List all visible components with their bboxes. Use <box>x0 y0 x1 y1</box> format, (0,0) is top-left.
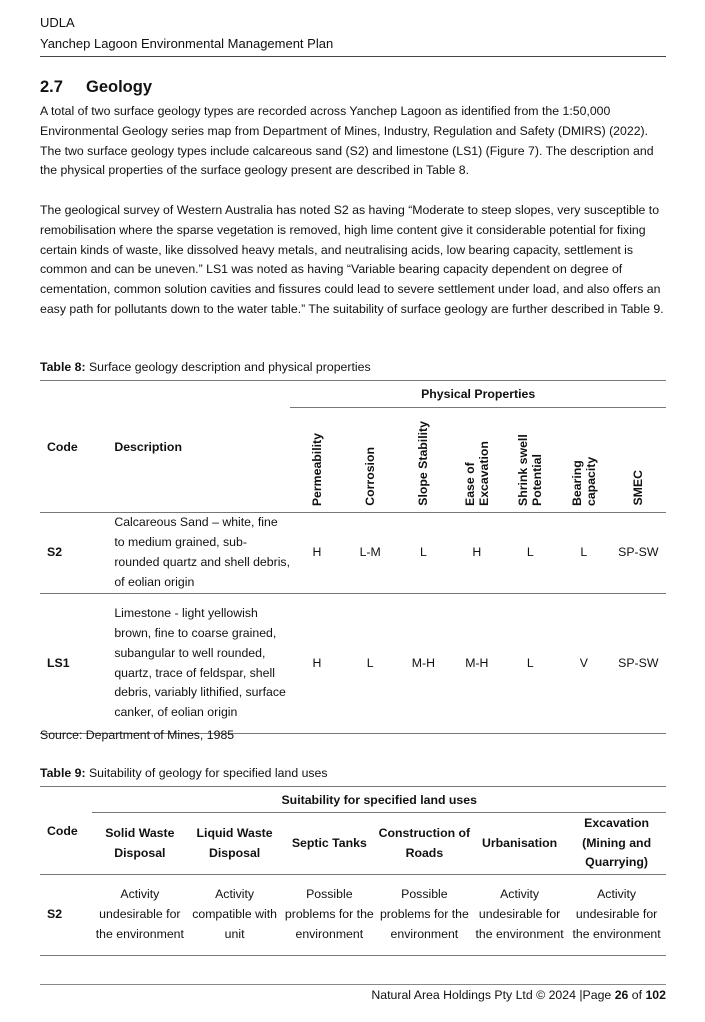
table8-cell-bearing-capacity: V <box>557 594 611 734</box>
table8-header-permeability: Permeability <box>309 432 324 506</box>
table8-cell-shrink-swell: L <box>504 594 558 734</box>
table-row <box>40 513 666 594</box>
footer-page-current: 26 <box>614 988 629 1002</box>
table9-cell-liquid-waste: Activity compatible with unit <box>187 875 282 956</box>
table8-header-cell <box>290 408 343 513</box>
header-org: UDLA <box>40 15 75 30</box>
table8-cell-ease-of-excavation: M-H <box>450 594 504 734</box>
table8-row-code: LS1 <box>40 594 114 734</box>
table9-header-solid-waste: Solid Waste Disposal <box>92 813 187 875</box>
section-number: 2.7 <box>40 78 63 96</box>
table8-caption-label: Table 8: <box>40 360 86 374</box>
table8-header-cell <box>344 408 397 513</box>
table8-caption <box>40 360 371 374</box>
table9-header-urbanisation: Urbanisation <box>472 813 567 875</box>
section-title: Geology <box>86 78 153 96</box>
table8-header-description: Description <box>114 381 290 513</box>
table9-header-excavation: Excavation (Mining and Quarrying) <box>567 813 666 875</box>
table-row <box>40 594 666 734</box>
footer-company: Natural Area Holdings Pty Ltd © 2024 |Page <box>371 988 615 1002</box>
table9-header-suitability: Suitability for specified land uses <box>92 787 666 813</box>
table8-cell-ease-of-excavation: H <box>450 513 504 594</box>
table8-cell-bearing-capacity: L <box>557 513 611 594</box>
table8-cell-permeability: H <box>290 513 343 594</box>
table8-row-description: Calcareous Sand – white, fine to medium grained, sub-rounded quartz and shell debris, of eolian origin <box>114 513 290 594</box>
table8-cell-permeability: H <box>290 594 343 734</box>
table8-header-cell <box>611 408 666 513</box>
header-doc-title: Yanchep Lagoon Environmental Management Plan <box>40 36 334 51</box>
paragraph-intro: A total of two surface geology types are recorded across Yanchep Lagoon as identified from the 1:50,000 Environmental Geology series map from Department of Mines, Industry, Regulation and Safety (DMIRS) (2022). The two surface geology types include calcareous sand (S2) and limestone (LS1) (Figure 7). The description and the physical properties of the surface geology present are described in Table 8. <box>40 104 654 178</box>
table8-header-cell <box>504 408 558 513</box>
table9-row-code: S2 <box>40 875 92 956</box>
table-surface-geology <box>40 380 666 734</box>
table8-header-bearing-capacity: Bearing capacity <box>569 456 598 506</box>
table8-cell-smec: SP-SW <box>611 594 666 734</box>
table8-cell-corrosion: L-M <box>344 513 397 594</box>
table8-cell-corrosion: L <box>344 594 397 734</box>
footer <box>371 988 666 1002</box>
table9-caption-text: Suitability of geology for specified land uses <box>85 766 328 780</box>
table9-cell-excavation: Activity undesirable for the environment <box>567 875 666 956</box>
table8-header-shrink-swell-potential: Shrink swell Potential <box>516 434 545 506</box>
table8-header-cell <box>557 408 611 513</box>
table8-cell-smec: SP-SW <box>611 513 666 594</box>
table8-caption-text: Surface geology description and physical properties <box>85 360 371 374</box>
table9-caption-label: Table 9: <box>40 766 86 780</box>
table9-cell-construction-roads: Possible problems for the environment <box>377 875 472 956</box>
table-row <box>40 875 666 956</box>
table9-header-liquid-waste: Liquid Waste Disposal <box>187 813 282 875</box>
table8-source: Source: Department of Mines, 1985 <box>40 728 235 742</box>
table8-header-slope-stability: Slope Stability <box>416 421 431 506</box>
footer-divider <box>40 984 666 985</box>
table9-header-code: Code <box>40 787 92 875</box>
footer-of: of <box>628 988 646 1002</box>
table8-header-code: Code <box>40 381 114 513</box>
table8-header-physical-properties: Physical Properties <box>290 381 666 408</box>
table8-header-smec: SMEC <box>631 470 646 506</box>
table8-header-ease-of-excavation: Ease of Excavation <box>462 441 491 506</box>
table8-header-cell <box>450 408 504 513</box>
table8-cell-slope-stability: M-H <box>397 594 450 734</box>
table8-cell-slope-stability: L <box>397 513 450 594</box>
table8-cell-shrink-swell: L <box>504 513 558 594</box>
table8-row-code: S2 <box>40 513 114 594</box>
header-divider <box>40 56 666 57</box>
table9-cell-septic-tanks: Possible problems for the environment <box>282 875 377 956</box>
table8-header-corrosion: Corrosion <box>363 447 378 506</box>
table9-cell-solid-waste: Activity undesirable for the environment <box>92 875 187 956</box>
table-land-use-suitability <box>40 786 666 956</box>
table8-row-description: Limestone - light yellowish brown, fine to coarse grained, subangular to well rounded, quartz, trace of feldspar, shell debris, variably lithified, surface canker, of eolian origin <box>114 594 290 734</box>
section-heading <box>40 78 152 97</box>
table8-header-cell <box>397 408 450 513</box>
table9-caption <box>40 766 328 780</box>
footer-page-total: 102 <box>645 988 666 1002</box>
table9-header-construction-roads: Construction of Roads <box>377 813 472 875</box>
table9-cell-urbanisation: Activity undesirable for the environment <box>472 875 567 956</box>
paragraph-survey: The geological survey of Western Australia has noted S2 as having “Moderate to steep slopes, very susceptible to remobilisation where the sparse vegetation is removed, high lime content give it considerable potential for fixing certain kinds of waste, like dissolved heavy metals, and neutralising acids, low bearing capacity, settlement is common and can be uneven.” LS1 was noted as having “Variable bearing capacity dependent on degree of cementation, common solution cavities and fissures could lead to severe settlement under load, and also offers an easy path for pollutants down to the water table.” The suitability of surface geology are further described in Table 9. <box>40 203 664 316</box>
table9-header-septic-tanks: Septic Tanks <box>282 813 377 875</box>
